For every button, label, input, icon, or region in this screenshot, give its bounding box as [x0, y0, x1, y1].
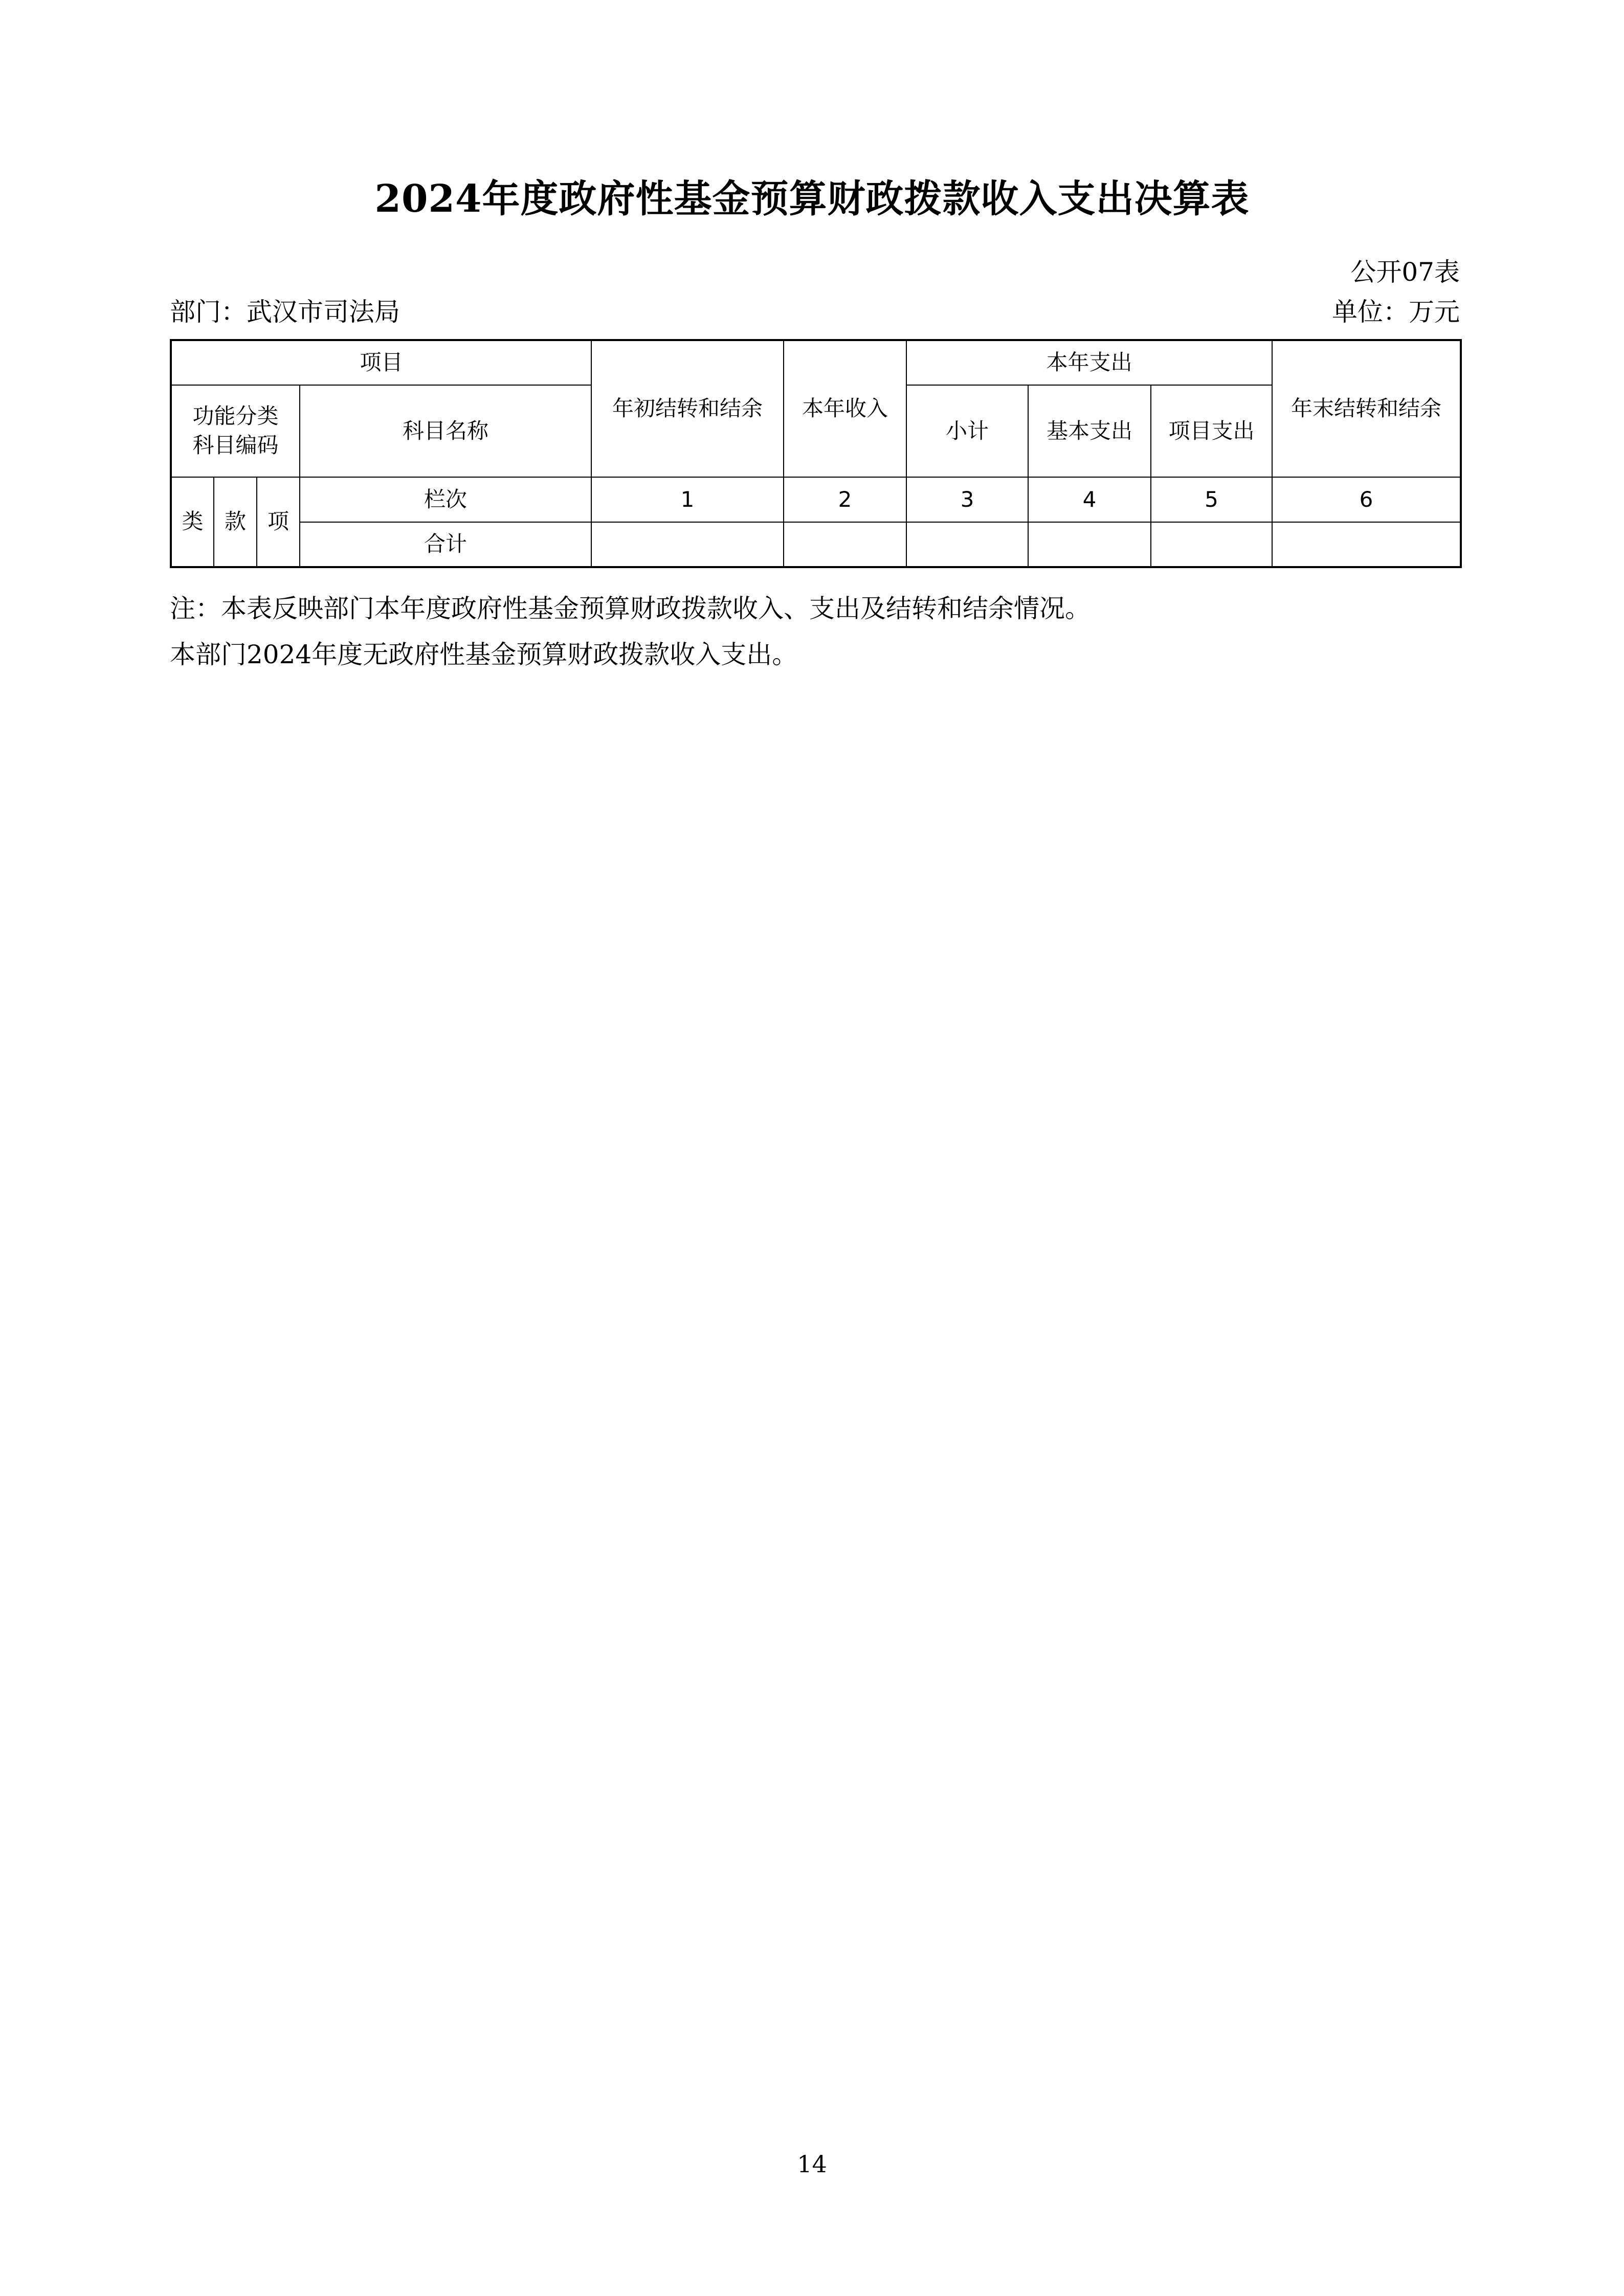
column-number-row — [171, 477, 1461, 522]
header-func-code: 功能分类科目编码 — [171, 385, 300, 477]
unit-label: 单位：万元 — [1332, 297, 1460, 327]
header-xiang: 项 — [257, 477, 300, 567]
header-row-1 — [171, 340, 1461, 385]
header-basic-expense: 基本支出 — [1028, 385, 1151, 477]
header-current-expense: 本年支出 — [906, 340, 1272, 385]
column-number-4: 4 — [1028, 477, 1151, 522]
total-cell — [784, 522, 906, 567]
total-cell — [591, 522, 784, 567]
column-number-2: 2 — [784, 477, 906, 522]
total-cell — [906, 522, 1028, 567]
header-project-expense: 项目支出 — [1151, 385, 1272, 477]
header-opening-balance: 年初结转和结余 — [591, 340, 784, 477]
header-current-income: 本年收入 — [784, 340, 906, 477]
note-line-2: 本部门2024年度无政府性基金预算财政拨款收入支出。 — [170, 640, 798, 669]
header-kuan: 款 — [214, 477, 257, 567]
form-number: 公开07表 — [1350, 257, 1460, 287]
total-row — [171, 522, 1461, 567]
department-label: 部门：武汉市司法局 — [170, 297, 400, 327]
header-closing-balance: 年末结转和结余 — [1272, 340, 1461, 477]
header-subtotal: 小计 — [906, 385, 1028, 477]
budget-table — [170, 339, 1462, 568]
total-cell — [1028, 522, 1151, 567]
page-title: 2024年度政府性基金预算财政拨款收入支出决算表 — [374, 177, 1250, 221]
page-number: 14 — [797, 2150, 827, 2178]
header-lei: 类 — [171, 477, 214, 567]
column-number-6: 6 — [1272, 477, 1461, 522]
column-number-3: 3 — [906, 477, 1028, 522]
note-line-1: 注：本表反映部门本年度政府性基金预算财政拨款收入、支出及结转和结余情况。 — [170, 594, 1091, 623]
total-cell — [1151, 522, 1272, 567]
header-subject-name: 科目名称 — [300, 385, 591, 477]
column-number-label: 栏次 — [300, 477, 591, 522]
total-row-label: 合计 — [300, 522, 591, 567]
header-item: 项目 — [171, 340, 591, 385]
column-number-5: 5 — [1151, 477, 1272, 522]
total-cell — [1272, 522, 1461, 567]
column-number-1: 1 — [591, 477, 784, 522]
